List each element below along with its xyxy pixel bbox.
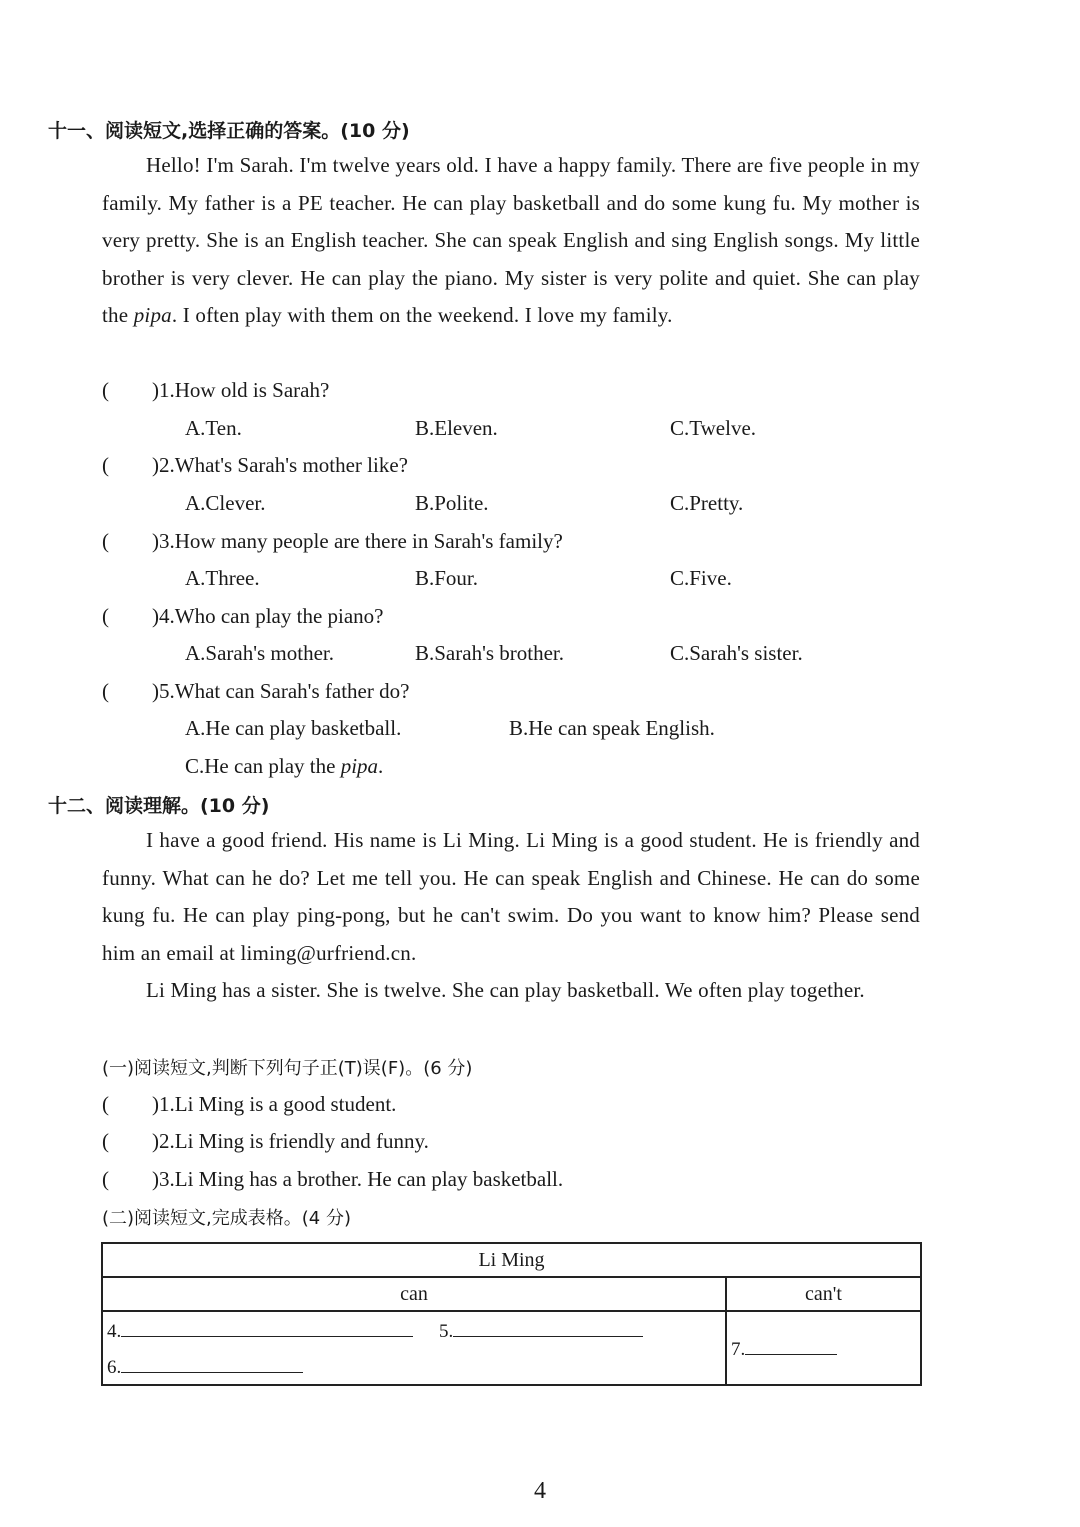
section-12-passage-1: I have a good friend. His name is Li Ming. Li Ming is a good student. He is friendly and funny. What can he do? Let me tell you. He can speak English and Chinese. He can do some kung fu. He can play ping-pong, but he can't swim. Do you want to know him? Please send him an email at liming@urfriend.cn.	[102, 828, 920, 965]
tf-item-3: )3.Li Ming has a brother. He can play basketball.	[152, 1167, 564, 1191]
cant-cell	[726, 1311, 921, 1385]
q4-option-a: A.Sarah's mother.	[185, 641, 335, 665]
q1-option-b: B.Eleven.	[415, 416, 498, 440]
q4-option-c: C.Sarah's sister.	[670, 641, 803, 665]
section-12-passage-2: Li Ming has a sister. She is twelve. She can play basketball. We often play together.	[146, 978, 865, 1002]
q3-option-b: B.Four.	[415, 566, 479, 590]
q1-option-a: A.Ten.	[185, 416, 242, 440]
blank-7[interactable]: 7.	[731, 1336, 837, 1361]
answer-paren[interactable]: (	[102, 1092, 109, 1116]
question-4: )4.Who can play the piano?	[152, 604, 384, 628]
answer-paren[interactable]: (	[102, 604, 109, 628]
answer-paren[interactable]: (	[102, 1129, 109, 1153]
q2-option-c: C.Pretty.	[670, 491, 744, 515]
section-12-heading: 十二、阅读理解。(10 分)	[48, 795, 270, 817]
answer-paren[interactable]: (	[102, 378, 109, 402]
section-11-heading: 十一、阅读短文,选择正确的答案。(10 分)	[48, 120, 410, 142]
page-number: 4	[534, 1478, 546, 1504]
answer-paren[interactable]: (	[102, 529, 109, 553]
q5-option-b: B.He can speak English.	[509, 716, 715, 740]
tf-item-1: )1.Li Ming is a good student.	[152, 1092, 397, 1116]
q3-option-a: A.Three.	[185, 566, 260, 590]
q5-option-a: A.He can play basketball.	[185, 716, 402, 740]
blank-5[interactable]: 5.	[439, 1318, 643, 1343]
can-cell	[102, 1311, 726, 1385]
info-table	[101, 1242, 922, 1386]
q5-option-c: C.He can play the pipa.	[185, 754, 384, 778]
question-1: )1.How old is Sarah?	[152, 378, 330, 402]
part-1-heading: (一)阅读短文,判断下列句子正(T)误(F)。(6 分)	[102, 1058, 473, 1079]
column-cant: can't	[726, 1277, 921, 1311]
question-3: )3.How many people are there in Sarah's family?	[152, 529, 563, 553]
q4-option-b: B.Sarah's brother.	[415, 641, 565, 665]
question-5: )5.What can Sarah's father do?	[152, 679, 410, 703]
part-2-heading: (二)阅读短文,完成表格。(4 分)	[102, 1208, 351, 1229]
tf-item-2: )2.Li Ming is friendly and funny.	[152, 1129, 429, 1153]
answer-paren[interactable]: (	[102, 1167, 109, 1191]
column-can: can	[102, 1277, 726, 1311]
blank-6[interactable]: 6.	[107, 1354, 303, 1379]
answer-paren[interactable]: (	[102, 679, 109, 703]
question-2: )2.What's Sarah's mother like?	[152, 453, 408, 477]
section-11-passage: Hello! I'm Sarah. I'm twelve years old. I have a happy family. There are five people in my family. My father is a PE teacher. He can play basketball and do some kung fu. My mother is very pretty. She is an English teacher. She can speak English and sing English songs. My little brother is very clever. He can play the piano. My sister is very polite and quiet. She can play the pipa. I often play with them on the weekend. I love my family.	[102, 153, 920, 328]
q1-option-c: C.Twelve.	[670, 416, 757, 440]
q2-option-a: A.Clever.	[185, 491, 266, 515]
blank-4[interactable]: 4.	[107, 1318, 413, 1343]
q3-option-c: C.Five.	[670, 566, 732, 590]
answer-paren[interactable]: (	[102, 453, 109, 477]
table-title: Li Ming	[102, 1243, 921, 1277]
q2-option-b: B.Polite.	[415, 491, 489, 515]
